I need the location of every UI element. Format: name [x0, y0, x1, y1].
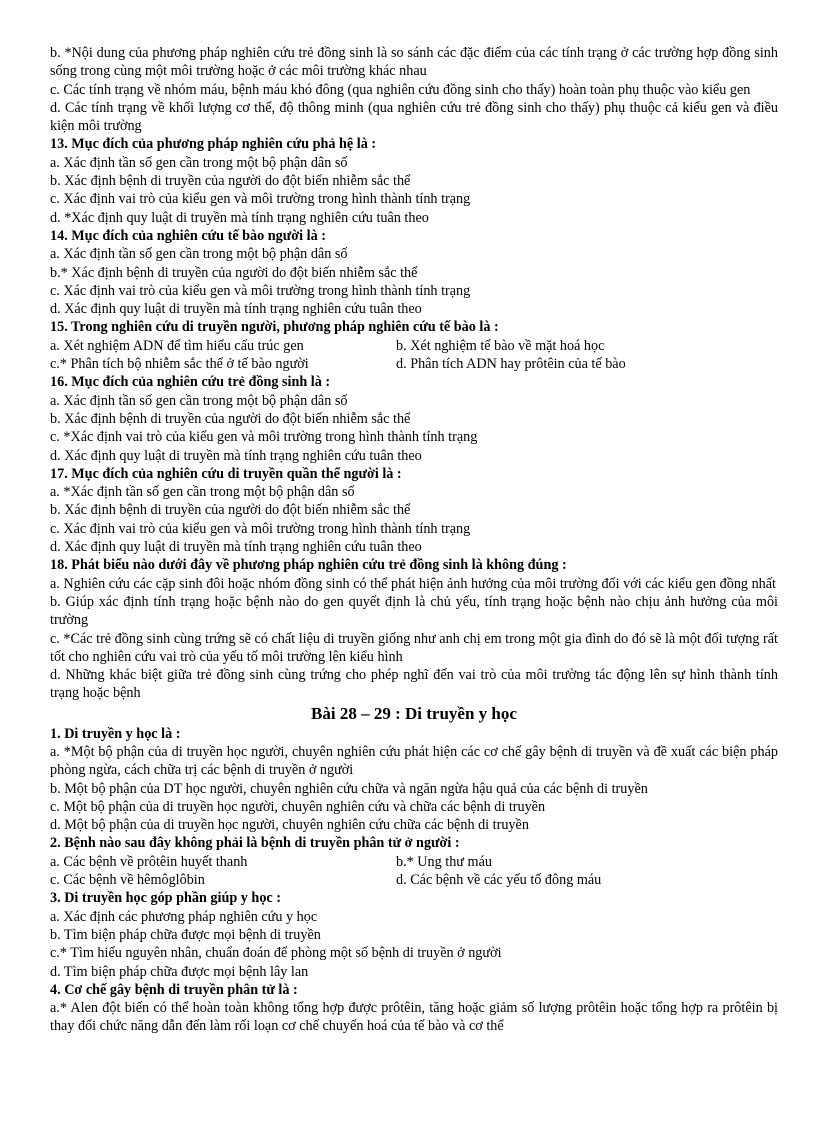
s2-option-c: c. Các bệnh về hêmôglôbin — [50, 872, 205, 889]
s3-option-d: d. Tìm biện pháp chữa được mọi bệnh lây lan — [50, 963, 309, 980]
q14-option-c: c. Xác định vai trò của kiểu gen và môi trường trong hình thành tính trạng — [50, 282, 471, 299]
intro-option-b: b. *Nội dung của phương pháp nghiên cứu trẻ đồng sinh là so sánh các đặc điểm của các tính trạng ở các trường hợp đồng sinh sống trong cùng một môi trường hoặc ở các môi trường khác nhau — [50, 45, 778, 80]
question-13: 13. Mục đích của phương pháp nghiên cứu phả hệ là : — [50, 136, 377, 153]
q18-option-b: b. Giúp xác định tính trạng hoặc bệnh nào do gen quyết định là chủ yếu, tính trạng hoặc bệnh nào chịu ảnh hưởng của môi trường — [50, 593, 778, 629]
q16-option-c: c. *Xác định vai trò của kiểu gen và môi trường trong hình thành tính trạng — [50, 429, 478, 446]
question-17: 17. Mục đích của nghiên cứu di truyền quần thể người là : — [50, 465, 402, 482]
s2-row-1 — [50, 853, 778, 871]
q18-option-a: a. Nghiên cứu các cặp sinh đôi hoặc nhóm đồng sinh có thể phát hiện ảnh hưởng của môi trường đối với các kiểu gen đồng nhất — [50, 575, 777, 592]
s1-option-a: a. *Một bộ phận của di truyền học người, chuyên nghiên cứu phát hiện các cơ chế gây bệnh di truyền và đề xuất các biện pháp phòng ngừa, cách chữa trị các bệnh di truyền ở người — [50, 743, 778, 779]
document-page — [50, 44, 778, 1036]
q15-row-1 — [50, 337, 778, 355]
question-18: 18. Phát biểu nào dưới đây về phương pháp nghiên cứu trẻ đồng sinh là không đúng : — [50, 557, 567, 574]
question-14: 14. Mục đích của nghiên cứu tế bào người là : — [50, 227, 326, 244]
q13-option-a: a. Xác định tần số gen cần trong một bộ phận dân số — [50, 154, 348, 171]
q14-option-a: a. Xác định tần số gen cần trong một bộ phận dân số — [50, 246, 348, 263]
section-title: Bài 28 – 29 : Di truyền y học — [311, 703, 517, 723]
section-question-2: 2. Bệnh nào sau đây không phải là bệnh di truyền phân tử ở người : — [50, 835, 460, 852]
s1-option-c: c. Một bộ phận của di truyền học người, chuyên nghiên cứu và chữa các bệnh di truyền — [50, 798, 546, 815]
s3-option-b: b. Tìm biện pháp chữa được mọi bệnh di truyền — [50, 926, 321, 943]
q15-option-b: b. Xét nghiệm tế bào về mặt hoá học — [396, 337, 605, 354]
q17-option-b: b. Xác định bệnh di truyền của người do đột biến nhiễm sắc thể — [50, 502, 411, 519]
section-question-4: 4. Cơ chế gây bệnh di truyền phân tử là : — [50, 981, 298, 998]
q15-option-a: a. Xét nghiệm ADN để tìm hiểu cấu trúc gen — [50, 337, 304, 354]
s1-option-b: b. Một bộ phận của DT học người, chuyên nghiên cứu chữa và ngăn ngừa hậu quả của các bệnh di truyền — [50, 780, 648, 797]
q13-option-d: d. *Xác định quy luật di truyền mà tính trạng nghiên cứu tuân theo — [50, 209, 429, 226]
q15-row-2 — [50, 355, 778, 373]
question-16: 16. Mục đích của nghiên cứu trẻ đồng sinh là : — [50, 374, 331, 391]
s3-option-a: a. Xác định các phương pháp nghiên cứu y học — [50, 908, 318, 925]
q14-option-b: b.* Xác định bệnh di truyền của người do đột biến nhiễm sắc thể — [50, 264, 418, 281]
q14-option-d: d. Xác định quy luật di truyền mà tính trạng nghiên cứu tuân theo — [50, 301, 422, 318]
q18-option-d: d. Những khác biệt giữa trẻ đồng sinh cùng trứng cho phép nghĩ đến vai trò của môi trường tác động lên sự hình thành tính trạng hoặc bệnh — [50, 667, 778, 702]
q17-option-d: d. Xác định quy luật di truyền mà tính trạng nghiên cứu tuân theo — [50, 539, 422, 556]
q13-option-c: c. Xác định vai trò của kiểu gen và môi trường trong hình thành tính trạng — [50, 191, 471, 208]
s2-option-d: d. Các bệnh về các yếu tố đông máu — [396, 872, 602, 889]
section-question-1: 1. Di truyền y học là : — [50, 725, 181, 742]
q17-option-a: a. *Xác định tần số gen cần trong một bộ phận dân số — [50, 484, 355, 501]
s2-row-2 — [50, 871, 778, 889]
s3-option-c: c.* Tìm hiểu nguyên nhân, chuẩn đoán để phòng một số bệnh di truyền ở người — [50, 945, 502, 962]
section-question-3: 3. Di truyền học góp phần giúp y học : — [50, 890, 281, 907]
s1-option-d: d. Một bộ phận của di truyền học người, chuyên nghiên cứu chữa các bệnh di truyền — [50, 817, 529, 834]
q18-option-c: c. *Các trẻ đồng sinh cùng trứng sẽ có chất liệu di truyền giống như anh chị em trong một gia đình do đó sẽ là một đối tượng rất tốt cho nghiên cứu vai trò của yếu tố môi trường lên kiểu hình — [50, 630, 778, 665]
intro-option-c: c. Các tính trạng về nhóm máu, bệnh máu khó đông (qua nghiên cứu đồng sinh cho thấy) hoàn toàn phụ thuộc vào kiểu gen — [50, 81, 751, 98]
s2-option-a: a. Các bệnh về prôtêin huyết thanh — [50, 853, 248, 870]
s2-option-b: b.* Ung thư máu — [396, 853, 492, 870]
q15-option-d: d. Phân tích ADN hay prôtêin của tế bào — [396, 356, 626, 373]
q16-option-b: b. Xác định bệnh di truyền của người do đột biến nhiễm sắc thể — [50, 410, 411, 427]
q13-option-b: b. Xác định bệnh di truyền của người do đột biến nhiễm sắc thể — [50, 173, 411, 190]
intro-option-d: d. Các tính trạng về khối lượng cơ thể, độ thông minh (qua nghiên cứu trẻ đồng sinh cho thấy) phụ thuộc cả kiểu gen và điều kiện môi trường — [50, 99, 778, 135]
q16-option-a: a. Xác định tần số gen cần trong một bộ phận dân số — [50, 392, 348, 409]
question-15: 15. Trong nghiên cứu di truyền người, phương pháp nghiên cứu tế bào là : — [50, 319, 499, 336]
q17-option-c: c. Xác định vai trò của kiểu gen và môi trường trong hình thành tính trạng — [50, 520, 471, 537]
q16-option-d: d. Xác định quy luật di truyền mà tính trạng nghiên cứu tuân theo — [50, 447, 422, 464]
s4-option-a: a.* Alen đột biến có thể hoàn toàn không tổng hợp được prôtêin, tăng hoặc giảm số lượng prôtêin hoặc tổng hợp ra prôtêin bị thay đổi chức năng dẫn đến làm rối loạn cơ chế chuyển hoá của tế bào và cơ thể — [50, 1000, 778, 1035]
q15-option-c: c.* Phân tích bộ nhiễm sắc thể ở tế bào người — [50, 356, 309, 373]
